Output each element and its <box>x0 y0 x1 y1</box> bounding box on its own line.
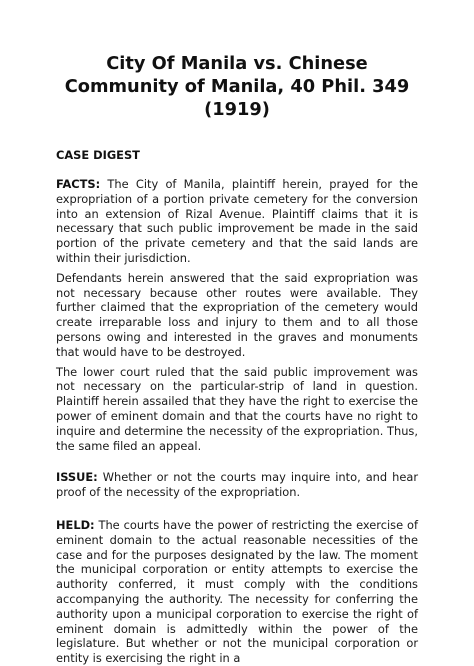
facts-paragraph <box>56 177 418 266</box>
issue-paragraph <box>56 470 418 500</box>
case-digest-heading: CASE DIGEST <box>56 148 140 162</box>
lower-court-paragraph: The lower court ruled that the said public improvement was not necessary on the particular-strip of land in question. Plaintiff herein assailed that they have the right to exercise the power of eminent domain and that the courts have no right to inquire and determine the necessity of the expropriation. Thus, the same filed an appeal. <box>56 364 418 453</box>
issue-text: Whether or not the courts may inquire into, and hear proof of the necessity of the expropriation. <box>56 470 418 500</box>
facts-text: The City of Manila, plaintiff herein, prayed for the expropriation of a portion private cemetery for the conversion into an extension of Rizal Avenue. Plaintiff claims that it is necessary that such public improvement be made in the said portion of the private cemetery and that the said lands are within their jurisdiction. <box>56 177 418 265</box>
held-text: The courts have the power of restricting the exercise of eminent domain to the actual reasonable necessities of the case and for the purposes designated by the law. The moment the municipal corporation or entity attempts to exercise the authority conferred, it must comply with the conditions accompanying the authority. The necessity for conferring the authority upon a municipal corporation to exercise the right of eminent domain is admittedly within the power of the legislature. But whether or not the municipal corporation or entity is exercising the right in a <box>56 517 418 666</box>
held-paragraph <box>56 518 418 666</box>
defendants-paragraph: Defendants herein answered that the said expropriation was not necessary because other routes were available. They further claimed that the expropriation of the cemetery would create irreparable loss and injury to them and to all those persons owing and interested in the graves and monuments that would have to be destroyed. <box>56 270 418 359</box>
held-label: HELD: <box>56 517 95 532</box>
case-title: City Of Manila vs. Chinese Community of Manila, 40 Phil. 349 (1919) <box>64 53 410 120</box>
issue-label: ISSUE: <box>56 470 98 485</box>
facts-label: FACTS: <box>56 177 101 191</box>
